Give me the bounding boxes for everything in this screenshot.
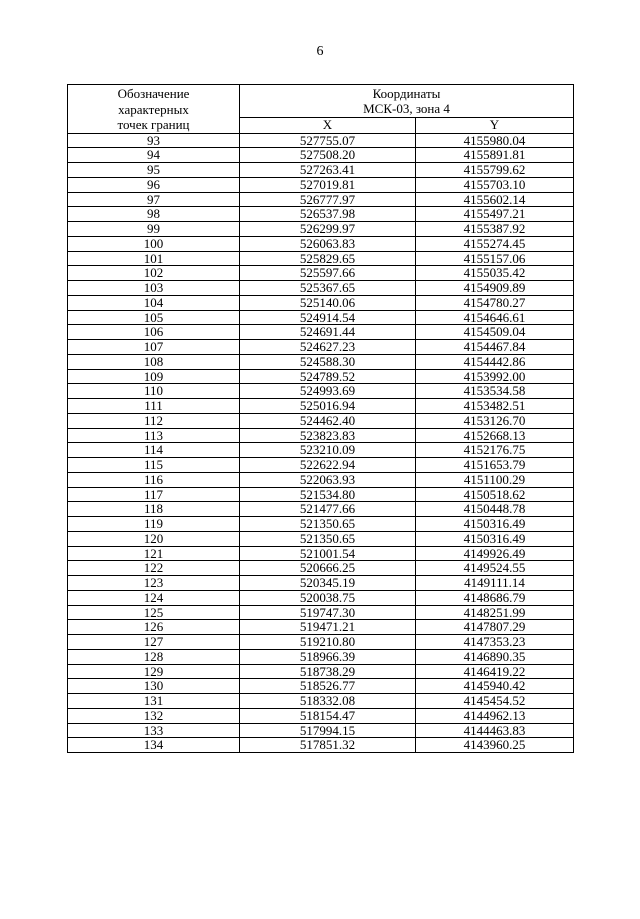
y-coordinate-cell: 4155980.04 xyxy=(416,133,574,148)
x-coordinate-cell: 524462.40 xyxy=(240,413,416,428)
y-coordinate-cell: 4154646.61 xyxy=(416,310,574,325)
y-coordinate-cell: 4155602.14 xyxy=(416,192,574,207)
x-coordinate-cell: 526777.97 xyxy=(240,192,416,207)
y-coordinate-cell: 4155157.06 xyxy=(416,251,574,266)
x-coordinate-cell: 525016.94 xyxy=(240,399,416,414)
table-row xyxy=(68,222,574,237)
point-id-cell: 100 xyxy=(68,236,240,251)
x-coordinate-cell: 523210.09 xyxy=(240,443,416,458)
point-id-cell: 110 xyxy=(68,384,240,399)
point-id-cell: 93 xyxy=(68,133,240,148)
point-id-cell: 97 xyxy=(68,192,240,207)
coords-title-line-2: МСК-03, зона 4 xyxy=(363,101,450,116)
table-row xyxy=(68,163,574,178)
x-coordinate-cell: 526063.83 xyxy=(240,236,416,251)
point-id-cell: 105 xyxy=(68,310,240,325)
table-row xyxy=(68,369,574,384)
y-coordinate-cell: 4152668.13 xyxy=(416,428,574,443)
point-id-cell: 126 xyxy=(68,620,240,635)
y-coordinate-cell: 4150316.49 xyxy=(416,517,574,532)
y-coordinate-cell: 4155274.45 xyxy=(416,236,574,251)
table-row xyxy=(68,649,574,664)
point-id-cell: 125 xyxy=(68,605,240,620)
point-id-cell: 104 xyxy=(68,295,240,310)
x-coordinate-cell: 522622.94 xyxy=(240,458,416,473)
table-row xyxy=(68,546,574,561)
point-id-cell: 124 xyxy=(68,590,240,605)
coordinates-table xyxy=(67,84,574,753)
y-coordinate-cell: 4153482.51 xyxy=(416,399,574,414)
point-label-line-3: точек границ xyxy=(117,117,190,132)
table-row xyxy=(68,679,574,694)
x-coordinate-cell: 524691.44 xyxy=(240,325,416,340)
y-column-header: Y xyxy=(416,118,574,133)
point-id-cell: 129 xyxy=(68,664,240,679)
point-id-cell: 128 xyxy=(68,649,240,664)
table-row xyxy=(68,590,574,605)
x-coordinate-cell: 525829.65 xyxy=(240,251,416,266)
x-coordinate-cell: 524588.30 xyxy=(240,354,416,369)
point-id-cell: 111 xyxy=(68,399,240,414)
x-coordinate-cell: 517994.15 xyxy=(240,723,416,738)
y-coordinate-cell: 4151653.79 xyxy=(416,458,574,473)
table-row xyxy=(68,708,574,723)
x-coordinate-cell: 524914.54 xyxy=(240,310,416,325)
x-coordinate-cell: 520666.25 xyxy=(240,561,416,576)
x-coordinate-cell: 526537.98 xyxy=(240,207,416,222)
table-row xyxy=(68,236,574,251)
x-coordinate-cell: 521001.54 xyxy=(240,546,416,561)
point-id-cell: 106 xyxy=(68,325,240,340)
y-coordinate-cell: 4150518.62 xyxy=(416,487,574,502)
table-row xyxy=(68,310,574,325)
y-coordinate-cell: 4154509.04 xyxy=(416,325,574,340)
page-number: 6 xyxy=(316,44,324,59)
table-row xyxy=(68,192,574,207)
x-coordinate-cell: 518738.29 xyxy=(240,664,416,679)
y-coordinate-cell: 4149111.14 xyxy=(416,576,574,591)
point-id-cell: 113 xyxy=(68,428,240,443)
x-coordinate-cell: 520345.19 xyxy=(240,576,416,591)
y-coordinate-cell: 4152176.75 xyxy=(416,443,574,458)
y-coordinate-cell: 4154780.27 xyxy=(416,295,574,310)
table-row xyxy=(68,340,574,355)
table-row xyxy=(68,413,574,428)
x-coordinate-cell: 522063.93 xyxy=(240,472,416,487)
table-row xyxy=(68,266,574,281)
table-row xyxy=(68,605,574,620)
x-coordinate-cell: 521534.80 xyxy=(240,487,416,502)
point-id-cell: 119 xyxy=(68,517,240,532)
x-coordinate-cell: 521477.66 xyxy=(240,502,416,517)
y-coordinate-cell: 4149524.55 xyxy=(416,561,574,576)
x-coordinate-cell: 524993.69 xyxy=(240,384,416,399)
table-row xyxy=(68,148,574,163)
table-row xyxy=(68,487,574,502)
table-row xyxy=(68,207,574,222)
point-id-cell: 103 xyxy=(68,281,240,296)
point-id-cell: 96 xyxy=(68,177,240,192)
point-id-cell: 112 xyxy=(68,413,240,428)
y-coordinate-cell: 4147807.29 xyxy=(416,620,574,635)
y-coordinate-cell: 4149926.49 xyxy=(416,546,574,561)
table-row xyxy=(68,664,574,679)
y-coordinate-cell: 4144962.13 xyxy=(416,708,574,723)
table-row xyxy=(68,325,574,340)
point-label-line-1: Обозначение xyxy=(117,86,190,101)
table-row xyxy=(68,384,574,399)
table-row xyxy=(68,399,574,414)
table-row xyxy=(68,443,574,458)
x-coordinate-cell: 519747.30 xyxy=(240,605,416,620)
point-id-cell: 117 xyxy=(68,487,240,502)
point-id-cell: 107 xyxy=(68,340,240,355)
point-id-cell: 130 xyxy=(68,679,240,694)
table-row xyxy=(68,281,574,296)
point-id-cell: 101 xyxy=(68,251,240,266)
x-coordinate-cell: 520038.75 xyxy=(240,590,416,605)
x-coordinate-cell: 518966.39 xyxy=(240,649,416,664)
table-row xyxy=(68,458,574,473)
point-id-cell: 94 xyxy=(68,148,240,163)
y-coordinate-cell: 4155703.10 xyxy=(416,177,574,192)
table-row xyxy=(68,620,574,635)
point-id-cell: 120 xyxy=(68,531,240,546)
x-coordinate-cell: 518526.77 xyxy=(240,679,416,694)
point-id-cell: 134 xyxy=(68,738,240,753)
point-id-cell: 127 xyxy=(68,635,240,650)
coordinates-header xyxy=(240,85,574,118)
table-row xyxy=(68,472,574,487)
x-coordinate-cell: 526299.97 xyxy=(240,222,416,237)
x-coordinate-cell: 527263.41 xyxy=(240,163,416,178)
y-coordinate-cell: 4150316.49 xyxy=(416,531,574,546)
x-coordinate-cell: 519210.80 xyxy=(240,635,416,650)
x-coordinate-cell: 525367.65 xyxy=(240,281,416,296)
point-label-line-2: характерных xyxy=(118,101,189,117)
y-coordinate-cell: 4145940.42 xyxy=(416,679,574,694)
point-id-cell: 131 xyxy=(68,694,240,709)
point-id-cell: 133 xyxy=(68,723,240,738)
x-column-header: X xyxy=(240,118,416,133)
point-id-cell: 102 xyxy=(68,266,240,281)
point-label-header xyxy=(68,85,240,134)
x-coordinate-cell: 527019.81 xyxy=(240,177,416,192)
y-coordinate-cell: 4155387.92 xyxy=(416,222,574,237)
table-row xyxy=(68,635,574,650)
y-coordinate-cell: 4146419.22 xyxy=(416,664,574,679)
y-coordinate-cell: 4148251.99 xyxy=(416,605,574,620)
y-coordinate-cell: 4154442.86 xyxy=(416,354,574,369)
table-row xyxy=(68,177,574,192)
table-row xyxy=(68,354,574,369)
x-coordinate-cell: 519471.21 xyxy=(240,620,416,635)
point-id-cell: 108 xyxy=(68,354,240,369)
y-coordinate-cell: 4146890.35 xyxy=(416,649,574,664)
table-row xyxy=(68,502,574,517)
x-coordinate-cell: 524789.52 xyxy=(240,369,416,384)
x-coordinate-cell: 525140.06 xyxy=(240,295,416,310)
y-coordinate-cell: 4154467.84 xyxy=(416,340,574,355)
table-row xyxy=(68,251,574,266)
y-coordinate-cell: 4153992.00 xyxy=(416,369,574,384)
table-row xyxy=(68,517,574,532)
y-coordinate-cell: 4155799.62 xyxy=(416,163,574,178)
x-coordinate-cell: 527508.20 xyxy=(240,148,416,163)
y-coordinate-cell: 4154909.89 xyxy=(416,281,574,296)
point-id-cell: 98 xyxy=(68,207,240,222)
y-coordinate-cell: 4145454.52 xyxy=(416,694,574,709)
point-id-cell: 122 xyxy=(68,561,240,576)
point-id-cell: 114 xyxy=(68,443,240,458)
table-row xyxy=(68,723,574,738)
y-coordinate-cell: 4148686.79 xyxy=(416,590,574,605)
x-coordinate-cell: 517851.32 xyxy=(240,738,416,753)
coords-title-line-1: Координаты xyxy=(372,85,441,101)
y-coordinate-cell: 4153126.70 xyxy=(416,413,574,428)
point-id-cell: 95 xyxy=(68,163,240,178)
x-coordinate-cell: 521350.65 xyxy=(240,517,416,532)
x-coordinate-cell: 523823.83 xyxy=(240,428,416,443)
y-coordinate-cell: 4155497.21 xyxy=(416,207,574,222)
y-coordinate-cell: 4155891.81 xyxy=(416,148,574,163)
y-coordinate-cell: 4155035.42 xyxy=(416,266,574,281)
point-id-cell: 121 xyxy=(68,546,240,561)
y-coordinate-cell: 4153534.58 xyxy=(416,384,574,399)
table-body xyxy=(68,133,574,753)
x-coordinate-cell: 518154.47 xyxy=(240,708,416,723)
table-row xyxy=(68,561,574,576)
x-coordinate-cell: 521350.65 xyxy=(240,531,416,546)
y-coordinate-cell: 4144463.83 xyxy=(416,723,574,738)
y-coordinate-cell: 4143960.25 xyxy=(416,738,574,753)
x-coordinate-cell: 527755.07 xyxy=(240,133,416,148)
point-id-cell: 116 xyxy=(68,472,240,487)
x-coordinate-cell: 518332.08 xyxy=(240,694,416,709)
x-coordinate-cell: 524627.23 xyxy=(240,340,416,355)
table-row xyxy=(68,295,574,310)
point-id-cell: 118 xyxy=(68,502,240,517)
point-id-cell: 123 xyxy=(68,576,240,591)
point-id-cell: 115 xyxy=(68,458,240,473)
table-row xyxy=(68,428,574,443)
table-row xyxy=(68,694,574,709)
table-row xyxy=(68,738,574,753)
table-row xyxy=(68,133,574,148)
table-row xyxy=(68,576,574,591)
point-id-cell: 132 xyxy=(68,708,240,723)
point-id-cell: 109 xyxy=(68,369,240,384)
table-row xyxy=(68,531,574,546)
x-coordinate-cell: 525597.66 xyxy=(240,266,416,281)
y-coordinate-cell: 4151100.29 xyxy=(416,472,574,487)
point-id-cell: 99 xyxy=(68,222,240,237)
y-coordinate-cell: 4147353.23 xyxy=(416,635,574,650)
y-coordinate-cell: 4150448.78 xyxy=(416,502,574,517)
